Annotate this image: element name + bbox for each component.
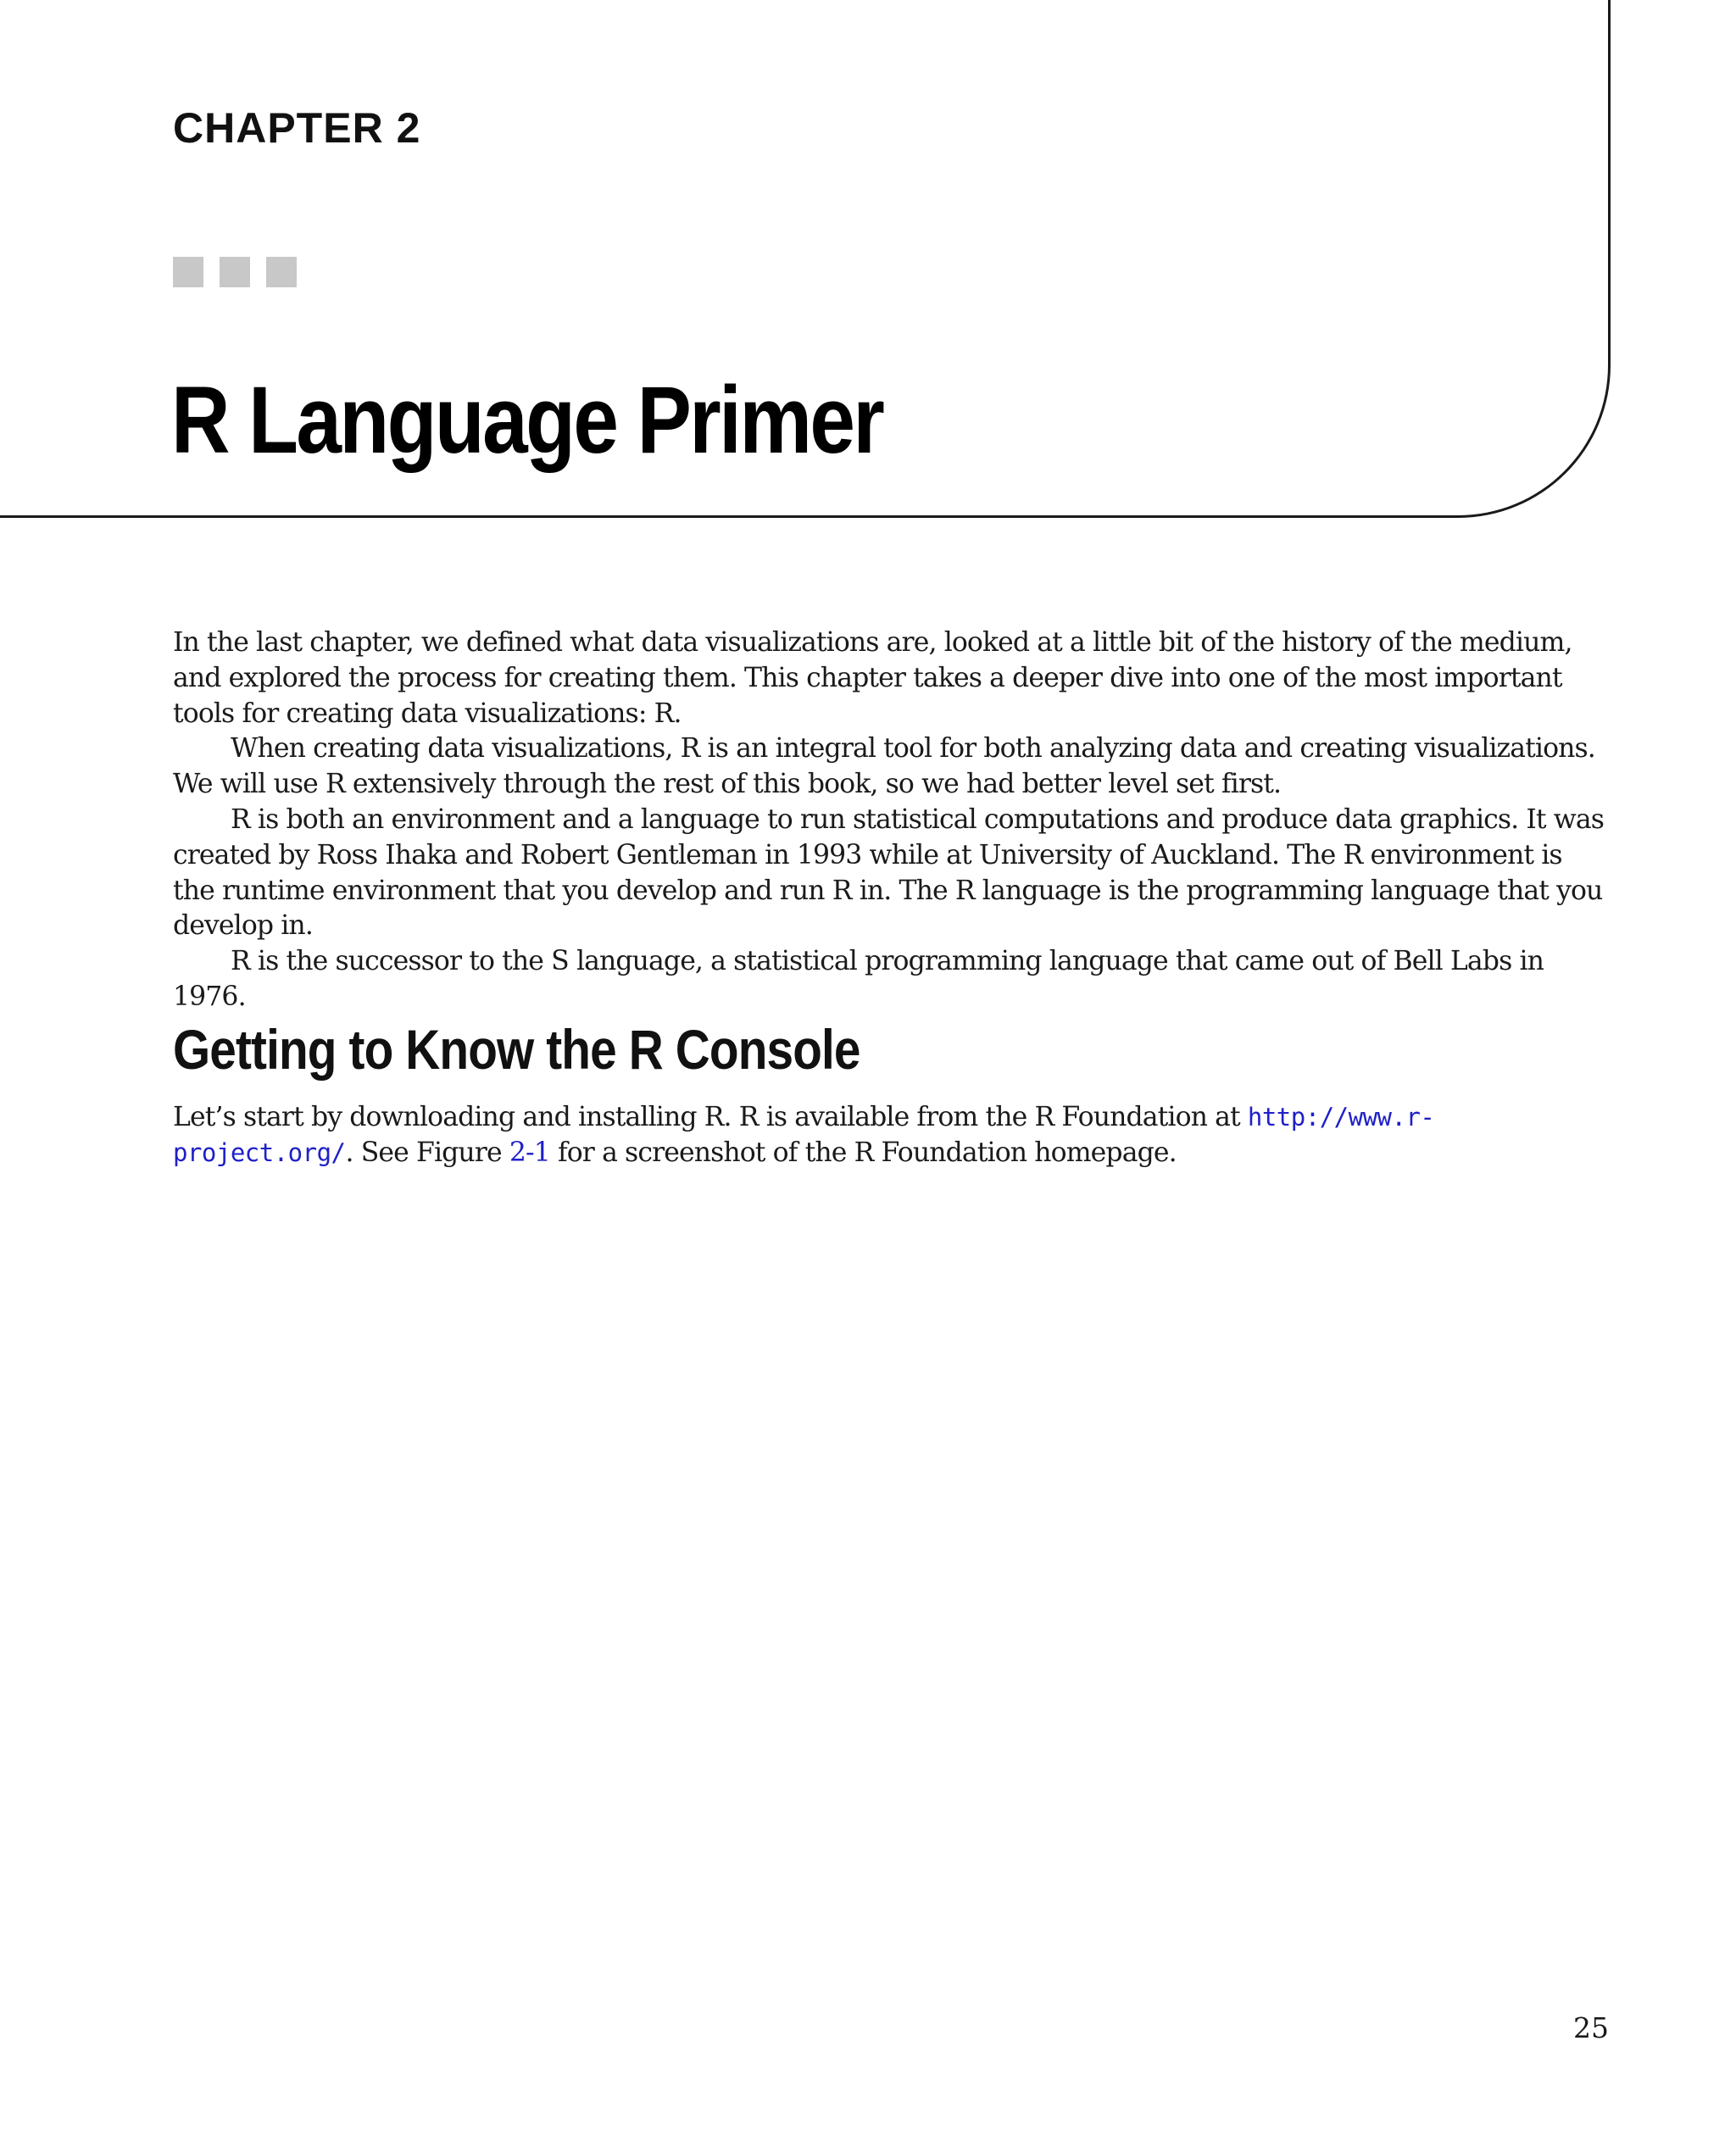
section-paragraph xyxy=(173,1100,1607,1171)
section-text-part: Let’s start by downloading and installing R. R is available from the R Foundation at xyxy=(173,1102,1248,1132)
section-text-part: for a screenshot of the R Foundation homepage. xyxy=(549,1137,1177,1168)
section-text xyxy=(173,1100,1607,1171)
intro-paragraph: R is the successor to the S language, a statistical programming language that came out of Bell Labs in 1976. xyxy=(173,946,1544,1012)
section-text-part: . xyxy=(345,1137,353,1168)
intro-paragraph: When creating data visualizations, R is an integral tool for both analyzing data and creating visualizations. We will use R extensively through the rest of this book, so we had better level set first. xyxy=(173,733,1595,800)
section-text-part: See Figure xyxy=(353,1137,509,1168)
figure-reference-link[interactable]: 2-1 xyxy=(509,1137,550,1168)
chapter-decoration xyxy=(173,257,297,287)
section-heading: Getting to Know the R Console xyxy=(173,1018,860,1081)
intro-paragraph: R is both an environment and a language to run statistical computations and produce data graphics. It was created by Ross Ihaka and Robert Gentleman in 1993 while at University of Auckland. The R environment is the runtime environment that you develop and run R in. The R language is the programming language that you develop in. xyxy=(173,804,1604,942)
decoration-square xyxy=(173,257,203,287)
intro-text xyxy=(173,626,1607,1015)
page-number: 25 xyxy=(1573,2011,1609,2044)
intro-paragraph: In the last chapter, we defined what data visualizations are, looked at a little bit of the history of the medium, and explored the process for creating them. This chapter takes a deeper dive into one of the most important tools for creating data visualizations: R. xyxy=(173,627,1572,729)
chapter-title: R Language Primer xyxy=(171,367,883,473)
decoration-square xyxy=(266,257,297,287)
decoration-square xyxy=(220,257,250,287)
chapter-label: CHAPTER 2 xyxy=(173,104,421,152)
r-project-link[interactable]: http://www.r-project.org/ xyxy=(173,1103,1435,1167)
